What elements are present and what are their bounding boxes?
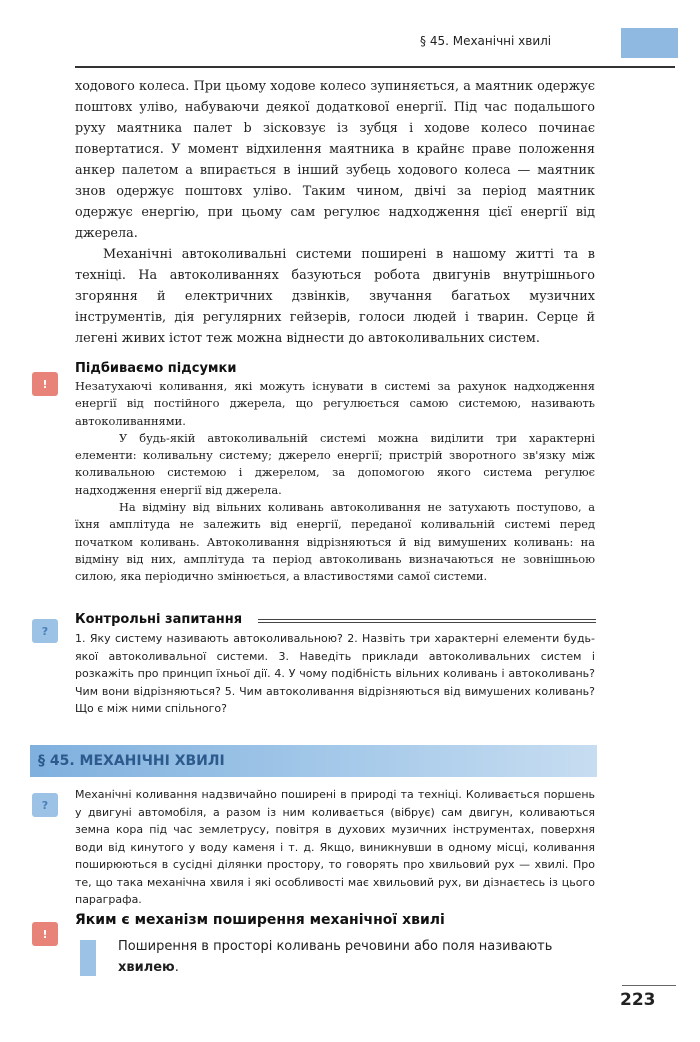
summary-title: Підбиваємо підсумки xyxy=(75,361,237,376)
question-icon: ? xyxy=(32,793,58,817)
definition-term: хвилею xyxy=(118,960,175,975)
questions-box xyxy=(75,612,595,718)
section-banner xyxy=(30,745,597,777)
section-intro: Механічні коливання надзвичайно поширені в природі та техніці. Коливається поршень у двигуні автомобіля, а разом із ним коливається (вібрує) сам двигун, коливаються земна кора під час землетрусу, повітря в духових музичних інструментах, поверхня води від кинутого у воду каменя і т. д. Якщо, виникнувши в одному місці, коливання поширюються в сусідні ділянки простору, то говорять про хвильовий рух — хвилі. Про те, що така механічна хвиля і які особливості має хвильовий рух, ви дізнаєтесь із цього параграфа. xyxy=(75,788,595,906)
questions-text: 1. Яку систему називають автоколивальною? 2. Назвіть три характерні елементи будь-якої автоколивальної системи. 3. Наведіть приклади автоколивальних систем і розкажіть про принцип їхньої дії. 4. У чому подібність вільних коливань і автоколивань? Чим вони відрізняються? 5. Чим автоколивання відрізняються від вимушених коливань? Що є між ними спільного? xyxy=(75,632,595,715)
body-text xyxy=(75,76,595,349)
exclamation-icon: ! xyxy=(32,922,58,946)
summary-paragraph: Незатухаючі коливання, які можуть існувати в системі за рахунок надходження енергії від постійного джерела, що регулюється самою системою, називають автоколиваннями. xyxy=(75,379,595,428)
definition-marker xyxy=(80,940,96,976)
summary-paragraph: У будь-якій автоколивальній системі можна виділити три характерні елементи: коливальну систему; джерело енергії; пристрій зворотного зв'язку між коливальною системою і джерелом, за допомогою якого система регулює надходження енергії від джерела. xyxy=(75,430,595,497)
questions-title: Контрольні запитання xyxy=(75,612,243,627)
definition-end: . xyxy=(174,960,179,975)
summary-text xyxy=(75,378,595,586)
summary-box xyxy=(75,361,595,586)
header-divider xyxy=(75,66,675,68)
subheading: Яким є механізм поширення механічної хвилі xyxy=(75,912,445,928)
definition xyxy=(118,936,598,978)
page-number: 223 xyxy=(620,990,656,1010)
definition-text: Поширення в просторі коливань речовини або поля називають xyxy=(118,939,553,954)
body-paragraph: ходового колеса. При цьому ходове колесо зупиняється, а маятник одержує поштовх уліво, набуваючи деякої додаткової енергії. Під час подальшого руху маятника палет b зісковзує із зубця і ходове колесо починає повертатися. У момент відхилення маятника в крайнє праве положення анкер палетом a впирається в інший зубець ходового колеса — маятник знов одержує поштовх уліво. Таким чином, двічі за період маятник одержує енергію, при цьому сам регулює надходження цієї енергії від джерела. xyxy=(75,79,595,241)
question-icon: ? xyxy=(32,619,58,643)
running-header: § 45. Механічні хвилі xyxy=(420,34,552,48)
exclamation-icon: ! xyxy=(32,372,58,396)
summary-paragraph: На відміну від вільних коливань автоколивання не затухають поступово, а їхня амплітуда не залежить від енергії, переданої коливальній системі перед початком коливань. Автоколивання відрізняються й від вимушених коливань: на відміну від них, амплітуда та період автоколивань визначаються не зовнішньою силою, яка періодично змінюється, а властивостями самої системи. xyxy=(75,500,595,584)
body-paragraph: Механічні автоколивальні системи поширені в нашому житті та в техніці. На автоколиваннях базуються робота двигунів внутрішнього згоряння й електричних дзвінків, звучання багатьох музичних інструментів, дія регулярних гейзерів, голоси людей і тварин. Серце й легені живих істот теж можна віднести до автоколивальних систем. xyxy=(75,247,595,346)
chapter-tab xyxy=(621,28,678,58)
questions-rule xyxy=(258,619,596,623)
footer-rule xyxy=(622,985,676,986)
section-title: § 45. МЕХАНІЧНІ ХВИЛІ xyxy=(38,753,225,769)
